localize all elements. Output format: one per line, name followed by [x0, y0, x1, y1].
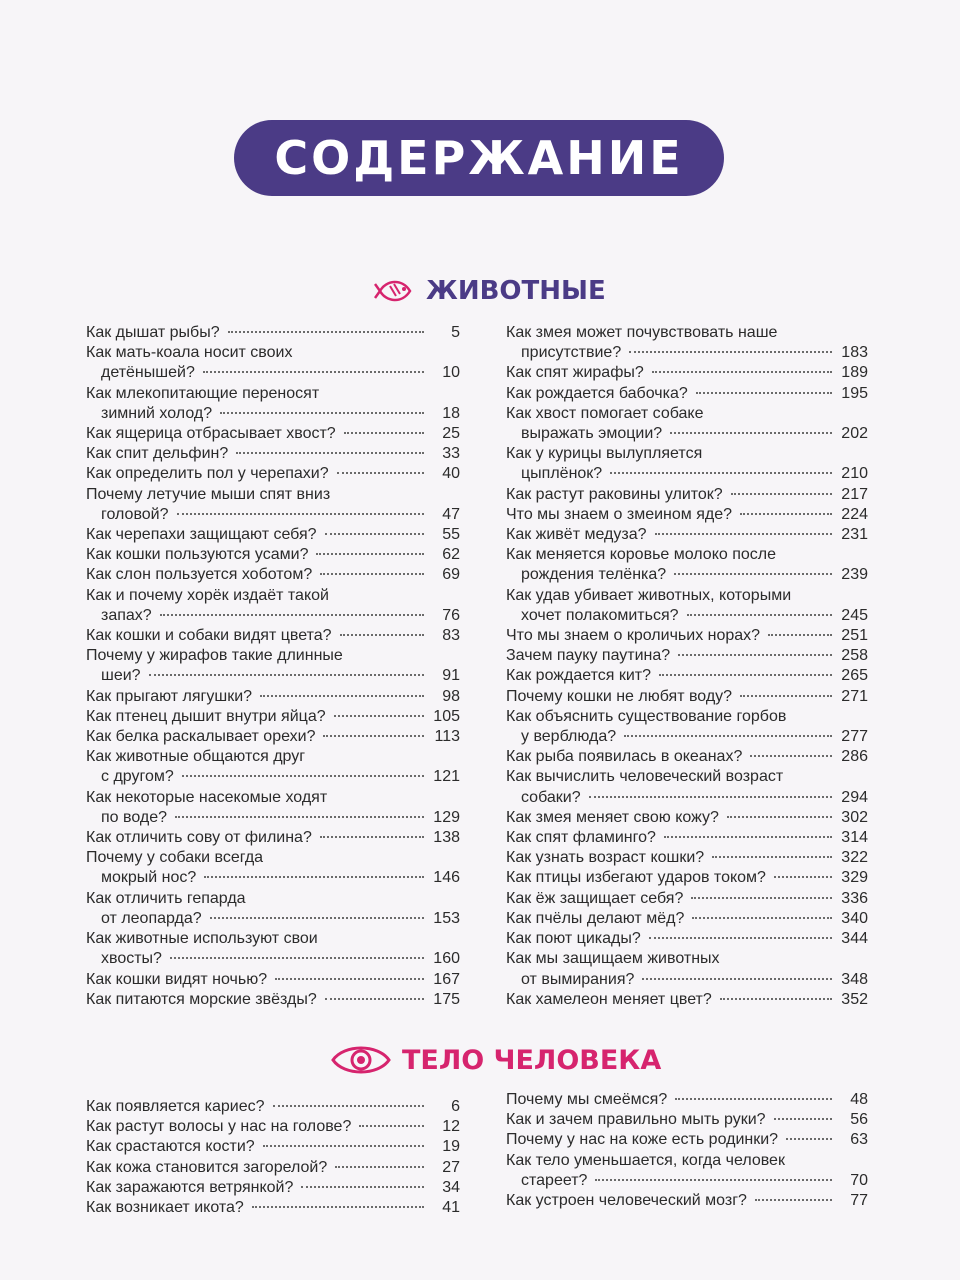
toc-page-number: 56	[850, 1111, 868, 1129]
dot-leader	[260, 695, 424, 697]
toc-page-number: 113	[434, 728, 460, 746]
dot-leader	[149, 674, 424, 676]
toc-page-number: 340	[841, 909, 868, 927]
dot-leader	[340, 634, 424, 636]
toc-page-number: 314	[841, 829, 868, 847]
toc-page-number: 167	[433, 970, 460, 988]
toc-page-number: 18	[442, 404, 460, 422]
toc-page-number: 153	[433, 909, 460, 927]
dot-leader	[204, 876, 424, 878]
page-title-text: СОДЕРЖАНИЕ	[274, 131, 684, 185]
toc-entry-text: хочет полакомиться?	[521, 606, 679, 624]
toc-entry	[86, 1137, 460, 1157]
toc-entry	[506, 808, 868, 828]
toc-entry-text: Как кошки и собаки видят цвета?	[86, 627, 332, 645]
toc-entry	[506, 666, 868, 686]
toc-page-number: 294	[841, 788, 868, 806]
toc-entry	[86, 323, 460, 343]
toc-entry-text: Как змея меняет свою кожу?	[506, 808, 719, 826]
toc-page-number: 344	[841, 930, 868, 948]
toc-page-number: 83	[442, 627, 460, 645]
toc-entry-text: Как змея может почувствовать наше	[506, 324, 778, 341]
toc-page-number: 195	[841, 384, 868, 402]
toc-page-number: 271	[841, 687, 868, 705]
toc-entry	[86, 1198, 460, 1218]
toc-entry-text: Как мать-коала носит своих	[86, 344, 293, 362]
dot-leader	[692, 917, 832, 919]
dot-leader	[320, 836, 424, 838]
toc-entry-text: Как птенец дышит внутри яйца?	[86, 707, 326, 725]
toc-entry	[506, 828, 868, 848]
toc-entry-text: Как возникает икота?	[86, 1199, 244, 1217]
toc-entry-text: Как хвост помогает собаке	[506, 404, 704, 422]
toc-entry	[506, 767, 868, 807]
toc-entry	[506, 848, 868, 868]
dot-leader	[750, 755, 832, 757]
toc-page-number: 41	[442, 1199, 460, 1217]
toc-entry-text: Как белка раскалывает орехи?	[86, 728, 316, 746]
toc-entry-text: Почему у нас на коже есть родинки?	[506, 1131, 779, 1149]
toc-entry-text: Как и зачем правильно мыть руки?	[506, 1111, 766, 1129]
toc-page-number: 329	[841, 869, 868, 887]
toc-entry-text: Как слон пользуется хоботом?	[86, 566, 313, 584]
dot-leader	[323, 735, 424, 737]
toc-page-number: 189	[841, 364, 868, 382]
toc-entry-text: Как прыгают лягушки?	[86, 687, 253, 705]
dot-leader	[320, 573, 424, 575]
toc-entry-text: запах?	[101, 606, 152, 624]
dot-leader	[768, 634, 832, 636]
toc-entry-text: Как появляется кариес?	[86, 1098, 265, 1115]
toc-page-number: 69	[442, 566, 460, 584]
toc-entry-text: Как растут раковины улиток?	[506, 485, 723, 503]
dot-leader	[182, 775, 424, 777]
dot-leader	[649, 937, 832, 939]
toc-entry-text: по воде?	[101, 808, 168, 826]
dot-leader	[177, 513, 425, 515]
toc-entry-text: Как мы защищаем животных	[506, 950, 720, 968]
toc-page-number: 48	[850, 1091, 868, 1108]
toc-entry-text: Как живёт медуза?	[506, 526, 647, 544]
toc-page-number: 210	[841, 465, 868, 483]
toc-entry	[86, 970, 460, 990]
dot-leader	[624, 735, 832, 737]
toc-page-number: 121	[433, 768, 460, 786]
toc-entry	[506, 990, 868, 1010]
toc-entry-text: шеи?	[101, 667, 141, 685]
dot-leader	[316, 553, 424, 555]
dot-leader	[720, 998, 832, 1000]
toc-page-number: 76	[442, 606, 460, 624]
dot-leader	[170, 957, 424, 959]
toc-page-number: 12	[442, 1118, 460, 1136]
toc-entry-text: собаки?	[521, 788, 581, 806]
toc-entry-text: Как у курицы вылупляется	[506, 445, 703, 463]
toc-entry	[506, 1191, 868, 1211]
dot-leader	[610, 472, 832, 474]
toc-column-animals-right	[506, 323, 868, 1010]
toc-page-number: 277	[841, 728, 868, 746]
dot-leader	[774, 1118, 832, 1120]
toc-entry-text: с другом?	[101, 768, 174, 786]
toc-entry-text: Как животные общаются друг	[86, 748, 306, 766]
toc-page-number: 336	[841, 889, 868, 907]
toc-page-number: 352	[841, 990, 868, 1008]
toc-entry-text: от леопарда?	[101, 909, 202, 927]
toc-page-number: 98	[442, 687, 460, 705]
section-header-animals	[374, 274, 606, 308]
dot-leader	[652, 371, 832, 373]
toc-entry-text: Как хамелеон меняет цвет?	[506, 990, 712, 1008]
toc-entry-text: Как ёж защищает себя?	[506, 889, 684, 907]
dot-leader	[337, 472, 424, 474]
dot-leader	[220, 412, 424, 414]
toc-page-number: 10	[442, 364, 460, 382]
dot-leader	[175, 816, 424, 818]
toc-column-human-left	[86, 1097, 460, 1218]
toc-entry	[86, 485, 460, 525]
dot-leader	[263, 1145, 424, 1147]
toc-entry	[506, 404, 868, 444]
toc-entry	[506, 525, 868, 545]
toc-column-animals-left	[86, 323, 460, 1010]
toc-entry	[506, 949, 868, 989]
toc-page-number: 25	[442, 425, 460, 443]
toc-entry	[86, 889, 460, 929]
toc-entry	[86, 464, 460, 484]
toc-entry	[86, 788, 460, 828]
toc-entry-text: Что мы знаем о кроличьих норах?	[506, 627, 761, 645]
toc-page-number: 302	[841, 808, 868, 826]
toc-entry-text: мокрый нос?	[101, 869, 197, 887]
dot-leader	[589, 796, 832, 798]
dot-leader	[273, 1105, 424, 1107]
toc-page-number: 47	[442, 505, 460, 523]
toc-entry-text: Как спит дельфин?	[86, 445, 229, 463]
toc-entry-text: Как определить пол у черепахи?	[86, 465, 329, 483]
toc-entry	[86, 727, 460, 747]
toc-entry-text: Как дышат рыбы?	[86, 324, 220, 341]
toc-page-number: 175	[433, 990, 460, 1008]
toc-entry-text: Зачем пауку паутина?	[506, 647, 671, 665]
dot-leader	[696, 392, 832, 394]
toc-page-number: 19	[442, 1138, 460, 1156]
dot-leader	[670, 432, 832, 434]
toc-page-number: 63	[850, 1131, 868, 1149]
eye-icon	[330, 1040, 392, 1080]
toc-entry	[506, 1090, 868, 1110]
toc-entry-text: Как устроен человеческий мозг?	[506, 1192, 747, 1210]
toc-page-number: 27	[442, 1158, 460, 1176]
dot-leader	[786, 1138, 832, 1140]
toc-entry-text: выражать эмоции?	[521, 425, 663, 443]
toc-entry-text: Почему мы смеёмся?	[506, 1091, 668, 1108]
dot-leader	[655, 533, 833, 535]
toc-entry-text: Как питаются морские звёзды?	[86, 990, 317, 1008]
toc-entry-text: Как объяснить существование горбов	[506, 707, 787, 725]
dot-leader	[236, 452, 424, 454]
toc-entry	[506, 707, 868, 747]
dot-leader	[675, 1098, 832, 1100]
toc-entry	[506, 363, 868, 383]
fish-icon	[374, 274, 416, 308]
toc-entry-text: Почему у жирафов такие длинные	[86, 647, 343, 665]
toc-page-number: 258	[841, 647, 868, 665]
toc-page-number: 348	[841, 970, 868, 988]
toc-page-number: 70	[850, 1171, 868, 1189]
toc-entry	[86, 1117, 460, 1137]
toc-entry	[506, 747, 868, 767]
toc-entry-text: Почему летучие мыши спят вниз	[86, 485, 331, 503]
toc-page-number: 239	[841, 566, 868, 584]
toc-entry	[506, 1130, 868, 1150]
toc-entry-text: Как рыба появилась в океанах?	[506, 748, 743, 766]
toc-entry	[86, 1158, 460, 1178]
dot-leader	[629, 351, 832, 353]
dot-leader	[252, 1206, 424, 1208]
toc-entry	[506, 485, 868, 505]
toc-entry-text: Как спят фламинго?	[506, 829, 656, 847]
dot-leader	[755, 1199, 832, 1201]
toc-entry-text: цыплёнок?	[521, 465, 603, 483]
toc-page-number: 5	[451, 324, 460, 341]
dot-leader	[595, 1179, 832, 1181]
toc-page-number: 286	[841, 748, 868, 766]
dot-leader	[359, 1125, 424, 1127]
toc-page-number: 245	[841, 606, 868, 624]
toc-entry-text: Как кошки видят ночью?	[86, 970, 268, 988]
toc-page-number: 146	[433, 869, 460, 887]
section-header-human-body	[330, 1040, 661, 1080]
dot-leader	[727, 816, 832, 818]
toc-entry	[506, 545, 868, 585]
dot-leader	[334, 715, 424, 717]
dot-leader	[774, 876, 832, 878]
dot-leader	[740, 695, 832, 697]
toc-entry-text: Как вычислить человеческий возраст	[506, 768, 784, 786]
toc-page-number: 217	[841, 485, 868, 503]
toc-entry	[506, 323, 868, 363]
dot-leader	[691, 897, 832, 899]
toc-entry	[506, 929, 868, 949]
dot-leader	[659, 674, 832, 676]
toc-entry-text: присутствие?	[521, 344, 622, 362]
toc-entry	[86, 586, 460, 626]
toc-entry-text: Как черепахи защищают себя?	[86, 526, 317, 544]
toc-page-number: 224	[841, 505, 868, 523]
toc-entry	[86, 929, 460, 969]
toc-entry-text: Как отличить гепарда	[86, 889, 246, 907]
toc-entry-text: Почему у собаки всегда	[86, 849, 264, 867]
dot-leader	[203, 371, 424, 373]
toc-entry-text: Что мы знаем о змеином яде?	[506, 505, 733, 523]
toc-entry	[506, 505, 868, 525]
toc-entry	[86, 565, 460, 585]
dot-leader	[740, 513, 832, 515]
toc-page-number: 231	[841, 526, 868, 544]
dot-leader	[664, 836, 832, 838]
toc-entry-text: у верблюда?	[521, 728, 617, 746]
toc-page-number: 322	[841, 849, 868, 867]
toc-entry-text: Как меняется коровье молоко после	[506, 546, 777, 564]
toc-entry-text: Как кожа становится загорелой?	[86, 1158, 328, 1176]
toc-entry	[86, 990, 460, 1010]
dot-leader	[301, 1186, 424, 1188]
toc-page-number: 62	[442, 546, 460, 564]
dot-leader	[687, 614, 832, 616]
toc-page-number: 6	[451, 1098, 460, 1115]
toc-entry-text: Как поют цикады?	[506, 930, 641, 948]
toc-entry	[86, 687, 460, 707]
toc-entry	[506, 444, 868, 484]
toc-entry-text: головой?	[101, 505, 169, 523]
toc-entry-text: Как срастаются кости?	[86, 1138, 255, 1156]
dot-leader	[228, 331, 424, 333]
dot-leader	[712, 856, 832, 858]
toc-entry	[506, 646, 868, 666]
toc-page-number: 160	[433, 950, 460, 968]
toc-entry	[506, 586, 868, 626]
toc-page-number: 202	[841, 425, 868, 443]
toc-page-number: 40	[442, 465, 460, 483]
toc-entry-text: Как отличить сову от филина?	[86, 829, 312, 847]
toc-page-number: 183	[841, 344, 868, 362]
toc-entry-text: Как узнать возраст кошки?	[506, 849, 705, 867]
toc-entry	[506, 626, 868, 646]
toc-entry	[506, 889, 868, 909]
toc-entry-text: Как птицы избегают ударов током?	[506, 869, 766, 887]
toc-entry-text: Как тело уменьшается, когда человек	[506, 1151, 785, 1169]
toc-entry	[86, 444, 460, 464]
dot-leader	[325, 533, 424, 535]
toc-page-number: 34	[442, 1178, 460, 1196]
toc-column-human-right	[506, 1090, 868, 1211]
toc-entry	[506, 687, 868, 707]
dot-leader	[275, 978, 424, 980]
toc-entry	[86, 525, 460, 545]
toc-entry-text: Как рождается кит?	[506, 667, 652, 685]
toc-page-number: 77	[850, 1192, 868, 1210]
toc-page-number: 33	[442, 445, 460, 463]
toc-entry-text: Как заражаются ветрянкой?	[86, 1178, 294, 1196]
toc-page-number: 105	[433, 707, 460, 725]
toc-entry	[506, 868, 868, 888]
toc-entry-text: Как растут волосы у нас на голове?	[86, 1118, 352, 1136]
toc-entry-text: Как рождается бабочка?	[506, 384, 688, 402]
dot-leader	[674, 573, 832, 575]
toc-entry	[86, 646, 460, 686]
toc-entry-text: зимний холод?	[101, 404, 213, 422]
toc-page-number: 129	[433, 808, 460, 826]
toc-entry-text: хвосты?	[101, 950, 162, 968]
toc-entry-text: Как спят жирафы?	[506, 364, 644, 382]
dot-leader	[642, 978, 832, 980]
dot-leader	[731, 493, 832, 495]
toc-entry	[506, 1110, 868, 1130]
dot-leader	[678, 654, 832, 656]
toc-entry	[506, 384, 868, 404]
toc-entry	[86, 384, 460, 424]
toc-entry-text: Как удав убивает животных, которыми	[506, 586, 792, 604]
toc-entry-text: Как млекопитающие переносят	[86, 384, 320, 402]
toc-page-number: 251	[841, 627, 868, 645]
dot-leader	[344, 432, 424, 434]
page-title	[234, 120, 724, 196]
toc-entry-text: Как пчёлы делают мёд?	[506, 909, 685, 927]
toc-entry	[86, 747, 460, 787]
toc-entry	[86, 707, 460, 727]
toc-entry-text: Как и почему хорёк издаёт такой	[86, 586, 329, 604]
section-title-human-body: ТЕЛО ЧЕЛОВЕКА	[402, 1044, 662, 1076]
toc-page-number: 55	[442, 526, 460, 544]
toc-entry	[506, 1151, 868, 1191]
dot-leader	[325, 998, 424, 1000]
toc-entry-text: Почему кошки не любят воду?	[506, 687, 733, 705]
toc-entry-text: рождения телёнка?	[521, 566, 667, 584]
toc-entry-text: Как животные используют свои	[86, 930, 318, 948]
toc-entry-text: детёнышей?	[101, 364, 195, 382]
section-title-animals: ЖИВОТНЫЕ	[426, 276, 606, 306]
toc-entry-text: от вымирания?	[521, 970, 635, 988]
toc-entry	[86, 828, 460, 848]
toc-entry-text: Как кошки пользуются усами?	[86, 546, 309, 564]
toc-entry	[86, 1178, 460, 1198]
toc-entry	[86, 424, 460, 444]
toc-entry	[86, 1097, 460, 1117]
dot-leader	[210, 917, 424, 919]
toc-page-number: 91	[442, 667, 460, 685]
toc-entry-text: стареет?	[521, 1171, 588, 1189]
toc-entry	[86, 848, 460, 888]
dot-leader	[160, 614, 424, 616]
toc-page-number: 138	[433, 829, 460, 847]
toc-entry-text: Как некоторые насекомые ходят	[86, 788, 328, 806]
toc-entry	[506, 909, 868, 929]
toc-entry	[86, 545, 460, 565]
toc-entry	[86, 626, 460, 646]
toc-page-number: 265	[841, 667, 868, 685]
toc-entry	[86, 343, 460, 383]
dot-leader	[335, 1166, 424, 1168]
toc-entry-text: Как ящерица отбрасывает хвост?	[86, 425, 336, 443]
